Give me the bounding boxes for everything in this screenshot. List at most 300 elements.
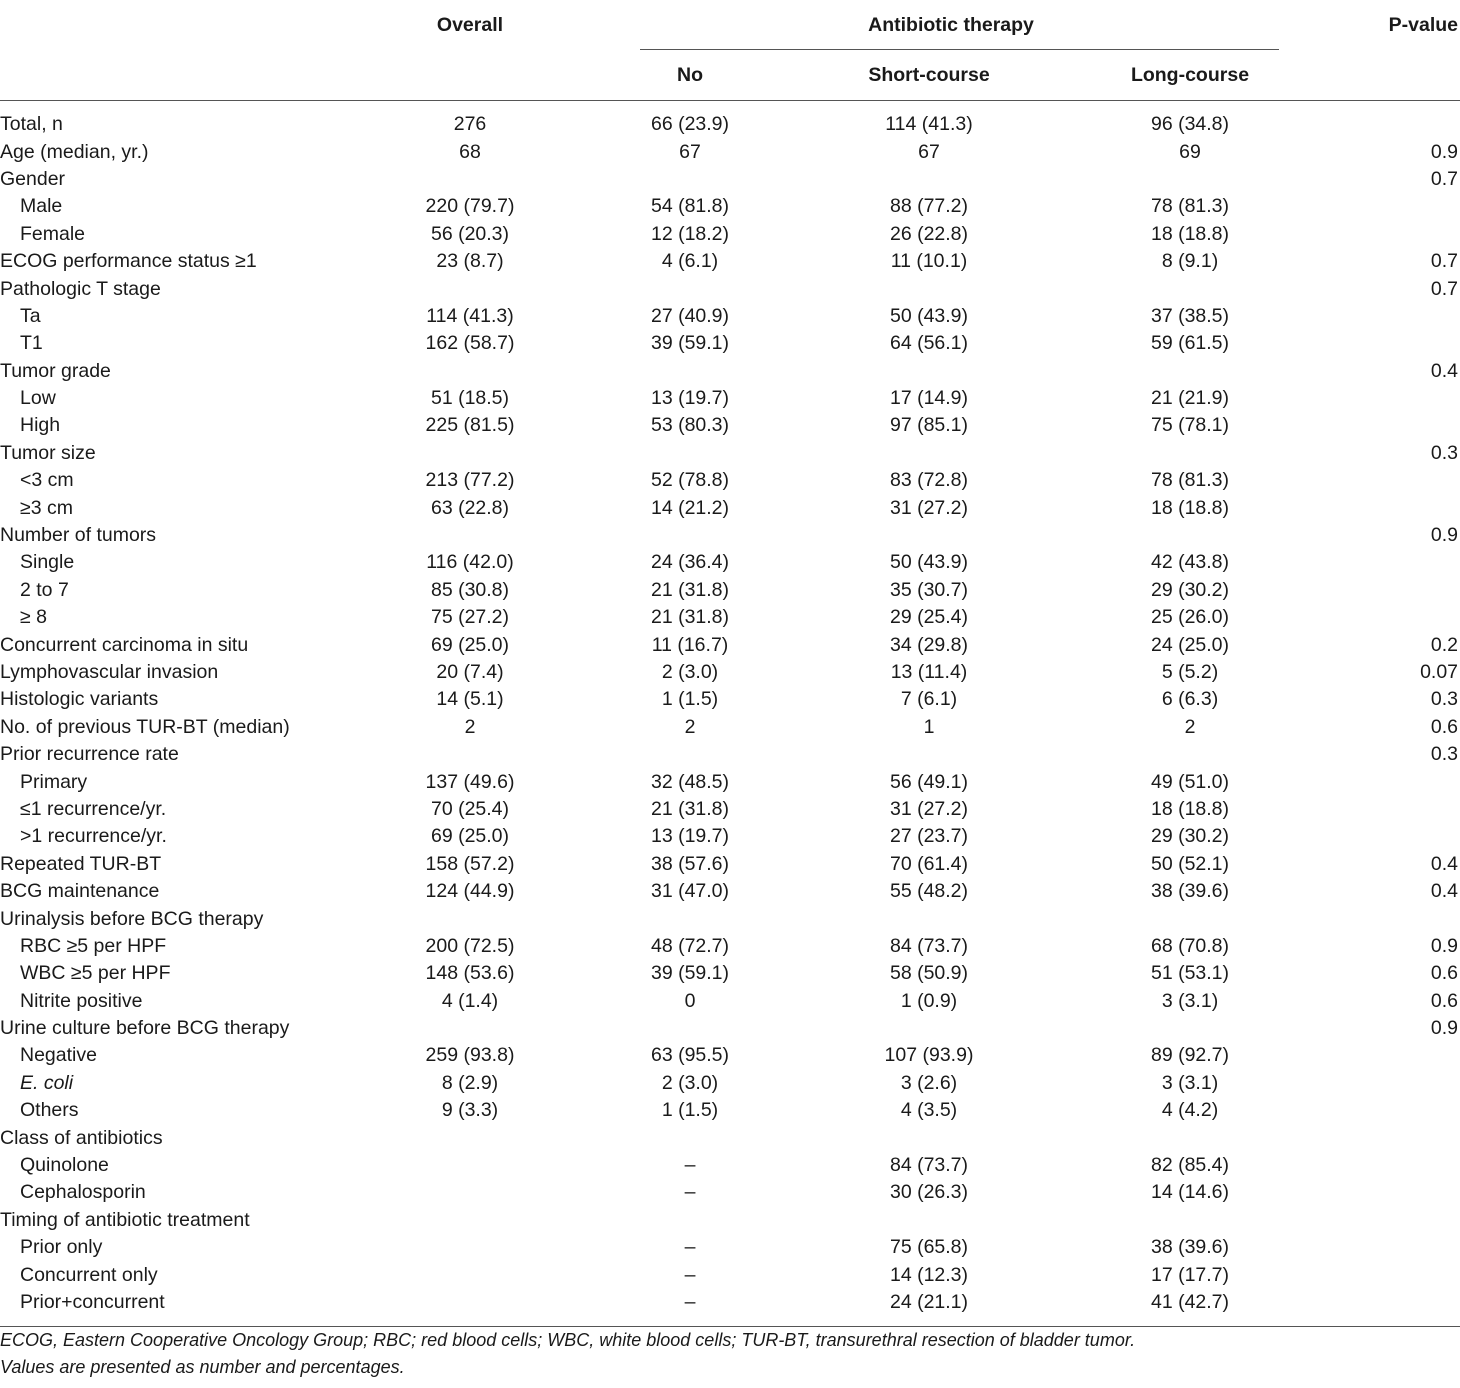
cell-p-value bbox=[1307, 1261, 1460, 1288]
cell-short-course: 26 (22.8) bbox=[889, 222, 969, 245]
row-label: Tumor grade bbox=[0, 359, 111, 382]
cell-p-value bbox=[1307, 768, 1460, 795]
cell-long-course: 3 (3.1) bbox=[1161, 989, 1219, 1012]
cell-p-value bbox=[1307, 193, 1460, 220]
cell-short-course: 107 (93.9) bbox=[884, 1044, 974, 1067]
cell-no bbox=[595, 358, 785, 385]
cell-long-course bbox=[1073, 741, 1307, 768]
cell-short-course bbox=[785, 522, 1073, 549]
table-row bbox=[0, 604, 1460, 631]
cell-long-course: 29 (30.2) bbox=[1150, 578, 1230, 601]
cell-overall: 276 bbox=[453, 113, 487, 136]
cell-no: – bbox=[684, 1154, 696, 1177]
cell-overall: 20 (7.4) bbox=[436, 661, 504, 683]
cell-p-value bbox=[1307, 412, 1460, 439]
cell-long-course: 18 (18.8) bbox=[1150, 496, 1230, 519]
cell-overall: 56 (20.3) bbox=[430, 222, 510, 245]
table-row bbox=[0, 960, 1460, 987]
table-row bbox=[0, 385, 1460, 412]
table-row bbox=[0, 878, 1460, 905]
cell-long-course bbox=[1073, 275, 1307, 302]
cell-short-course bbox=[785, 275, 1073, 302]
cell-overall: 124 (44.9) bbox=[425, 880, 515, 903]
row-label: Age (median, yr.) bbox=[0, 140, 149, 163]
cell-long-course bbox=[1073, 440, 1307, 467]
cell-overall: 69 (25.0) bbox=[430, 825, 510, 848]
row-label: Low bbox=[20, 387, 56, 410]
row-label: ECOG performance status ≥1 bbox=[0, 250, 257, 273]
cell-short-course: 24 (21.1) bbox=[889, 1290, 969, 1313]
header-row-2 bbox=[0, 50, 1460, 101]
cell-short-course: 29 (25.4) bbox=[889, 606, 969, 629]
row-label: Prior only bbox=[20, 1236, 103, 1259]
cell-no: 31 (47.0) bbox=[650, 880, 730, 903]
table-row bbox=[0, 166, 1460, 193]
cell-overall: 137 (49.6) bbox=[425, 770, 515, 793]
cell-p-value: 0.7 bbox=[1430, 250, 1459, 273]
table-row bbox=[0, 714, 1460, 741]
cell-overall: 14 (5.1) bbox=[436, 688, 504, 711]
cell-overall bbox=[345, 1261, 595, 1288]
cell-p-value: 0.9 bbox=[1430, 524, 1459, 547]
table-row bbox=[0, 1152, 1460, 1179]
table-row bbox=[0, 1042, 1460, 1069]
table-row bbox=[0, 659, 1460, 686]
cell-overall bbox=[345, 1207, 595, 1234]
cell-p-value bbox=[1307, 796, 1460, 823]
cell-overall bbox=[345, 358, 595, 385]
cell-short-course: 50 (43.9) bbox=[889, 304, 969, 327]
cell-short-course: 27 (23.7) bbox=[889, 825, 969, 848]
cell-long-course bbox=[1073, 358, 1307, 385]
cell-no bbox=[595, 440, 785, 467]
cell-long-course: 37 (38.5) bbox=[1150, 304, 1230, 327]
cell-p-value bbox=[1307, 385, 1460, 412]
cell-long-course: 49 (51.0) bbox=[1150, 770, 1230, 793]
cell-p-value: 0.6 bbox=[1430, 962, 1459, 985]
cell-no: 2 (3.0) bbox=[661, 1071, 719, 1094]
cell-long-course: 42 (43.8) bbox=[1150, 551, 1230, 574]
row-label: Ta bbox=[20, 304, 41, 327]
cell-short-course: 34 (29.8) bbox=[889, 633, 969, 656]
row-label: ≥ 8 bbox=[20, 606, 47, 629]
cell-overall bbox=[345, 1234, 595, 1261]
cell-short-course: 97 (85.1) bbox=[889, 414, 969, 437]
cell-no: – bbox=[684, 1181, 696, 1204]
cell-no: 2 (3.0) bbox=[661, 661, 719, 683]
cell-p-value: 0.9 bbox=[1430, 1017, 1459, 1040]
cell-long-course: 59 (61.5) bbox=[1150, 332, 1230, 355]
row-label: >1 recurrence/yr. bbox=[20, 825, 167, 848]
table-row bbox=[0, 467, 1460, 494]
cell-overall: 2 bbox=[464, 715, 476, 738]
cell-short-course: 83 (72.8) bbox=[889, 469, 969, 492]
cell-p-value: 0.6 bbox=[1430, 715, 1459, 738]
header-blank-4 bbox=[1307, 50, 1460, 101]
footnote-values: Values are presented as number and percentages. bbox=[0, 1357, 405, 1378]
cell-short-course: 58 (50.9) bbox=[889, 962, 969, 985]
table-row bbox=[0, 823, 1460, 850]
cell-short-course: 31 (27.2) bbox=[889, 797, 969, 820]
cell-long-course: 75 (78.1) bbox=[1150, 414, 1230, 437]
cell-long-course: 38 (39.6) bbox=[1150, 880, 1230, 903]
cell-no bbox=[595, 1015, 785, 1042]
cell-p-value bbox=[1307, 101, 1460, 139]
row-label: Prior+concurrent bbox=[20, 1290, 165, 1313]
row-label: Urine culture before BCG therapy bbox=[0, 1017, 290, 1040]
header-no: No bbox=[677, 63, 703, 86]
cell-overall: 213 (77.2) bbox=[425, 469, 515, 492]
cell-no: 2 bbox=[684, 715, 696, 738]
table-row bbox=[0, 686, 1460, 713]
cell-short-course: 84 (73.7) bbox=[889, 934, 969, 957]
cell-short-course: 70 (61.4) bbox=[889, 852, 969, 875]
cell-overall bbox=[345, 741, 595, 768]
cell-long-course: 82 (85.4) bbox=[1150, 1154, 1230, 1177]
table-row bbox=[0, 412, 1460, 439]
row-label: Female bbox=[20, 222, 86, 245]
cell-p-value bbox=[1307, 1070, 1460, 1097]
table-row bbox=[0, 988, 1460, 1015]
table-row bbox=[0, 138, 1460, 165]
cell-overall bbox=[345, 1124, 595, 1151]
table-row bbox=[0, 1179, 1460, 1206]
cell-short-course bbox=[785, 358, 1073, 385]
cell-no: 52 (78.8) bbox=[650, 469, 730, 492]
row-label: Concurrent only bbox=[20, 1263, 158, 1286]
cell-short-course: 7 (6.1) bbox=[900, 688, 958, 711]
cell-short-course bbox=[785, 1124, 1073, 1151]
table-row bbox=[0, 330, 1460, 357]
table-row bbox=[0, 1234, 1460, 1261]
cell-long-course: 96 (34.8) bbox=[1150, 113, 1230, 136]
cell-no: 38 (57.6) bbox=[650, 852, 730, 875]
cell-no bbox=[595, 522, 785, 549]
row-label: Single bbox=[20, 551, 75, 574]
cell-p-value bbox=[1307, 1207, 1460, 1234]
row-label: WBC ≥5 per HPF bbox=[20, 962, 171, 985]
cell-p-value bbox=[1307, 221, 1460, 248]
row-label: Urinalysis before BCG therapy bbox=[0, 907, 264, 930]
row-label: T1 bbox=[20, 332, 43, 355]
cell-p-value bbox=[1307, 303, 1460, 330]
cell-long-course bbox=[1073, 522, 1307, 549]
row-label: Timing of antibiotic treatment bbox=[0, 1208, 250, 1231]
cell-no: 11 (16.7) bbox=[651, 633, 729, 656]
cell-no: 39 (59.1) bbox=[650, 962, 730, 985]
cell-no: 14 (21.2) bbox=[650, 496, 730, 519]
header-blank-3 bbox=[345, 50, 595, 101]
cell-long-course: 78 (81.3) bbox=[1150, 469, 1230, 492]
cell-overall: 158 (57.2) bbox=[425, 852, 515, 875]
cell-no: 12 (18.2) bbox=[650, 222, 730, 245]
header-long-course: Long-course bbox=[1130, 63, 1250, 86]
cell-p-value bbox=[1307, 1289, 1460, 1316]
row-label: Pathologic T stage bbox=[0, 277, 161, 300]
table-row bbox=[0, 549, 1460, 576]
cell-p-value: 0.4 bbox=[1430, 359, 1459, 382]
cell-short-course: 50 (43.9) bbox=[889, 551, 969, 574]
cell-no: 13 (19.7) bbox=[650, 387, 730, 410]
header-antibiotic-therapy: Antibiotic therapy bbox=[595, 0, 1307, 50]
cell-long-course bbox=[1073, 166, 1307, 193]
cell-long-course: 2 bbox=[1184, 715, 1196, 738]
header-blank-2 bbox=[0, 50, 345, 101]
cell-long-course: 17 (17.7) bbox=[1150, 1263, 1230, 1286]
cell-no: 0 bbox=[684, 989, 696, 1012]
table-row bbox=[0, 905, 1460, 932]
cell-long-course: 51 (53.1) bbox=[1150, 962, 1230, 985]
cell-overall bbox=[345, 1015, 595, 1042]
cell-p-value bbox=[1307, 1152, 1460, 1179]
cell-overall bbox=[345, 166, 595, 193]
row-label: <3 cm bbox=[20, 469, 74, 492]
table-row bbox=[0, 1261, 1460, 1288]
cell-overall: 148 (53.6) bbox=[425, 962, 515, 985]
cell-overall bbox=[345, 1179, 595, 1206]
cell-long-course bbox=[1073, 1015, 1307, 1042]
cell-long-course: 8 (9.1) bbox=[1161, 250, 1219, 273]
cell-long-course: 4 (4.2) bbox=[1161, 1099, 1219, 1122]
table-row bbox=[0, 1015, 1460, 1042]
cell-no bbox=[595, 275, 785, 302]
cell-overall: 4 (1.4) bbox=[441, 989, 499, 1012]
row-label: High bbox=[20, 414, 61, 437]
cell-overall: 70 (25.4) bbox=[430, 797, 510, 820]
cell-short-course: 13 (11.4) bbox=[890, 661, 968, 683]
table-row bbox=[0, 933, 1460, 960]
cell-p-value: 0.3 bbox=[1430, 688, 1459, 711]
cell-no: 1 (1.5) bbox=[661, 688, 719, 711]
cell-p-value: 0.3 bbox=[1430, 743, 1459, 766]
cell-p-value bbox=[1307, 549, 1460, 576]
row-label: Prior recurrence rate bbox=[0, 743, 179, 766]
cell-short-course: 1 bbox=[923, 715, 935, 738]
cell-short-course: 30 (26.3) bbox=[889, 1181, 969, 1204]
footnote-abbreviations: ECOG, Eastern Cooperative Oncology Group; RBC; red blood cells; WBC, white blood cells; TUR-BT, transurethral resection of bladder tumor. bbox=[0, 1330, 1136, 1351]
cell-p-value bbox=[1307, 1234, 1460, 1261]
table-row bbox=[0, 1289, 1460, 1316]
cell-short-course: 11 (10.1) bbox=[890, 250, 968, 273]
cell-short-course: 88 (77.2) bbox=[889, 195, 969, 218]
table-row bbox=[0, 1097, 1460, 1124]
cell-p-value: 0.4 bbox=[1430, 852, 1459, 875]
cell-long-course: 50 (52.1) bbox=[1150, 852, 1230, 875]
cell-p-value: 0.6 bbox=[1430, 989, 1459, 1012]
cell-overall bbox=[345, 1152, 595, 1179]
cell-short-course: 114 (41.3) bbox=[885, 113, 973, 136]
table-row bbox=[0, 631, 1460, 658]
row-label: Cephalosporin bbox=[20, 1181, 146, 1204]
cell-p-value: 0.9 bbox=[1430, 140, 1459, 163]
cell-p-value bbox=[1307, 494, 1460, 521]
cell-short-course: 56 (49.1) bbox=[889, 770, 969, 793]
cell-p-value bbox=[1307, 1042, 1460, 1069]
cell-no: 27 (40.9) bbox=[650, 304, 730, 327]
cell-p-value: 0.3 bbox=[1430, 441, 1459, 464]
row-label: Others bbox=[20, 1099, 79, 1122]
cell-no: 4 (6.1) bbox=[661, 250, 719, 273]
cell-short-course: 67 bbox=[918, 140, 940, 163]
table-body bbox=[0, 101, 1460, 1317]
cell-no bbox=[595, 741, 785, 768]
cell-long-course: 18 (18.8) bbox=[1150, 222, 1230, 245]
cell-no bbox=[595, 1124, 785, 1151]
cell-short-course bbox=[785, 741, 1073, 768]
cell-p-value bbox=[1307, 467, 1460, 494]
table-row bbox=[0, 796, 1460, 823]
cell-long-course: 29 (30.2) bbox=[1150, 825, 1230, 848]
cell-p-value bbox=[1307, 1097, 1460, 1124]
row-label: No. of previous TUR-BT (median) bbox=[0, 715, 290, 738]
table-row bbox=[0, 275, 1460, 302]
table-header bbox=[0, 0, 1460, 101]
cell-short-course: 35 (30.7) bbox=[889, 578, 969, 601]
cell-short-course: 75 (65.8) bbox=[889, 1236, 969, 1259]
header-short-course: Short-course bbox=[868, 63, 990, 86]
table-row bbox=[0, 440, 1460, 467]
row-label: Class of antibiotics bbox=[0, 1126, 163, 1149]
table-row bbox=[0, 248, 1460, 275]
cell-short-course bbox=[785, 1015, 1073, 1042]
table-row bbox=[0, 1207, 1460, 1234]
cell-p-value: 0.7 bbox=[1430, 277, 1459, 300]
cell-no: 48 (72.7) bbox=[650, 934, 730, 957]
cell-no: 21 (31.8) bbox=[650, 606, 730, 629]
row-label: ≤1 recurrence/yr. bbox=[20, 797, 167, 820]
cell-long-course bbox=[1073, 1124, 1307, 1151]
cell-overall: 68 bbox=[459, 140, 481, 163]
cell-long-course: 68 (70.8) bbox=[1150, 934, 1230, 957]
row-label: Gender bbox=[0, 167, 66, 190]
cell-long-course: 41 (42.7) bbox=[1150, 1290, 1230, 1313]
cell-p-value bbox=[1307, 1179, 1460, 1206]
cell-p-value bbox=[1307, 577, 1460, 604]
row-label: Histologic variants bbox=[0, 688, 159, 711]
cell-long-course: 18 (18.8) bbox=[1150, 797, 1230, 820]
cell-no: 54 (81.8) bbox=[650, 195, 730, 218]
cell-no bbox=[595, 166, 785, 193]
table-row bbox=[0, 303, 1460, 330]
header-p-value: P-value bbox=[1388, 14, 1459, 36]
cell-short-course: 14 (12.3) bbox=[889, 1263, 969, 1286]
table-row bbox=[0, 358, 1460, 385]
cell-no: 21 (31.8) bbox=[650, 797, 730, 820]
cell-p-value: 0.9 bbox=[1430, 934, 1459, 957]
cell-overall: 225 (81.5) bbox=[425, 414, 515, 437]
cell-overall: 200 (72.5) bbox=[425, 934, 515, 957]
cell-overall: 63 (22.8) bbox=[430, 496, 510, 519]
cell-short-course: 31 (27.2) bbox=[889, 496, 969, 519]
table-row bbox=[0, 522, 1460, 549]
table-row bbox=[0, 1070, 1460, 1097]
row-label: Concurrent carcinoma in situ bbox=[0, 633, 249, 656]
row-label: Primary bbox=[20, 770, 88, 793]
cell-long-course bbox=[1073, 905, 1307, 932]
row-label: Repeated TUR-BT bbox=[0, 852, 162, 875]
cell-no: 24 (36.4) bbox=[650, 551, 730, 574]
header-blank bbox=[0, 0, 345, 50]
cell-overall: 69 (25.0) bbox=[430, 633, 510, 656]
header-row-1 bbox=[0, 0, 1460, 50]
cell-short-course bbox=[785, 1207, 1073, 1234]
cell-overall: 220 (79.7) bbox=[425, 195, 515, 218]
table-row bbox=[0, 851, 1460, 878]
row-label: Number of tumors bbox=[0, 524, 157, 547]
cell-overall: 162 (58.7) bbox=[425, 332, 515, 355]
cell-overall: 75 (27.2) bbox=[430, 606, 510, 629]
cell-long-course: 69 bbox=[1179, 140, 1201, 163]
row-label: Male bbox=[20, 195, 63, 218]
table-row bbox=[0, 577, 1460, 604]
cell-no: 1 (1.5) bbox=[661, 1099, 719, 1122]
table-row bbox=[0, 768, 1460, 795]
row-label: E. coli bbox=[20, 1071, 74, 1094]
cell-short-course: 17 (14.9) bbox=[889, 387, 969, 410]
cell-short-course: 84 (73.7) bbox=[889, 1154, 969, 1177]
cell-no: – bbox=[684, 1263, 696, 1286]
cell-no: 13 (19.7) bbox=[650, 825, 730, 848]
cell-long-course: 38 (39.6) bbox=[1150, 1236, 1230, 1259]
cell-short-course: 3 (2.6) bbox=[900, 1071, 958, 1094]
cell-no: – bbox=[684, 1236, 696, 1259]
row-label: Tumor size bbox=[0, 441, 96, 464]
table-row bbox=[0, 1124, 1460, 1151]
cell-overall: 114 (41.3) bbox=[426, 304, 514, 327]
row-label: Lymphovascular invasion bbox=[0, 661, 219, 683]
table-row bbox=[0, 494, 1460, 521]
cell-long-course: 24 (25.0) bbox=[1150, 633, 1230, 656]
cell-no: – bbox=[684, 1290, 696, 1313]
row-label: Total, n bbox=[0, 113, 63, 136]
cell-long-course: 14 (14.6) bbox=[1150, 1181, 1230, 1204]
cell-no: 32 (48.5) bbox=[650, 770, 730, 793]
cell-overall bbox=[345, 905, 595, 932]
row-label: BCG maintenance bbox=[0, 880, 160, 903]
row-label: Quinolone bbox=[20, 1154, 109, 1177]
cell-no: 66 (23.9) bbox=[650, 113, 730, 136]
cell-long-course bbox=[1073, 1207, 1307, 1234]
cell-long-course: 6 (6.3) bbox=[1161, 688, 1219, 711]
cell-overall bbox=[345, 440, 595, 467]
cell-no: 39 (59.1) bbox=[650, 332, 730, 355]
cell-overall bbox=[345, 1289, 595, 1316]
cell-no bbox=[595, 905, 785, 932]
row-label: Nitrite positive bbox=[20, 989, 143, 1012]
cell-p-value bbox=[1307, 330, 1460, 357]
cell-overall bbox=[345, 522, 595, 549]
cell-short-course: 1 (0.9) bbox=[900, 989, 958, 1012]
cell-p-value: 0.7 bbox=[1430, 167, 1459, 190]
cell-p-value bbox=[1307, 604, 1460, 631]
cell-no: 53 (80.3) bbox=[650, 414, 730, 437]
header-overall: Overall bbox=[436, 14, 504, 36]
row-label: RBC ≥5 per HPF bbox=[20, 934, 167, 957]
cell-no: 63 (95.5) bbox=[650, 1044, 730, 1067]
cell-p-value: 0.4 bbox=[1430, 880, 1459, 903]
cell-short-course: 55 (48.2) bbox=[889, 880, 969, 903]
cell-no: 67 bbox=[679, 140, 701, 163]
cell-long-course: 5 (5.2) bbox=[1161, 661, 1219, 683]
cell-long-course: 89 (92.7) bbox=[1150, 1044, 1230, 1067]
table-row bbox=[0, 193, 1460, 220]
cell-short-course bbox=[785, 905, 1073, 932]
cell-overall: 259 (93.8) bbox=[425, 1044, 515, 1067]
row-label: 2 to 7 bbox=[20, 578, 69, 601]
cell-p-value bbox=[1307, 1124, 1460, 1151]
cell-no: 21 (31.8) bbox=[650, 578, 730, 601]
cell-p-value: 0.07 bbox=[1420, 661, 1459, 683]
